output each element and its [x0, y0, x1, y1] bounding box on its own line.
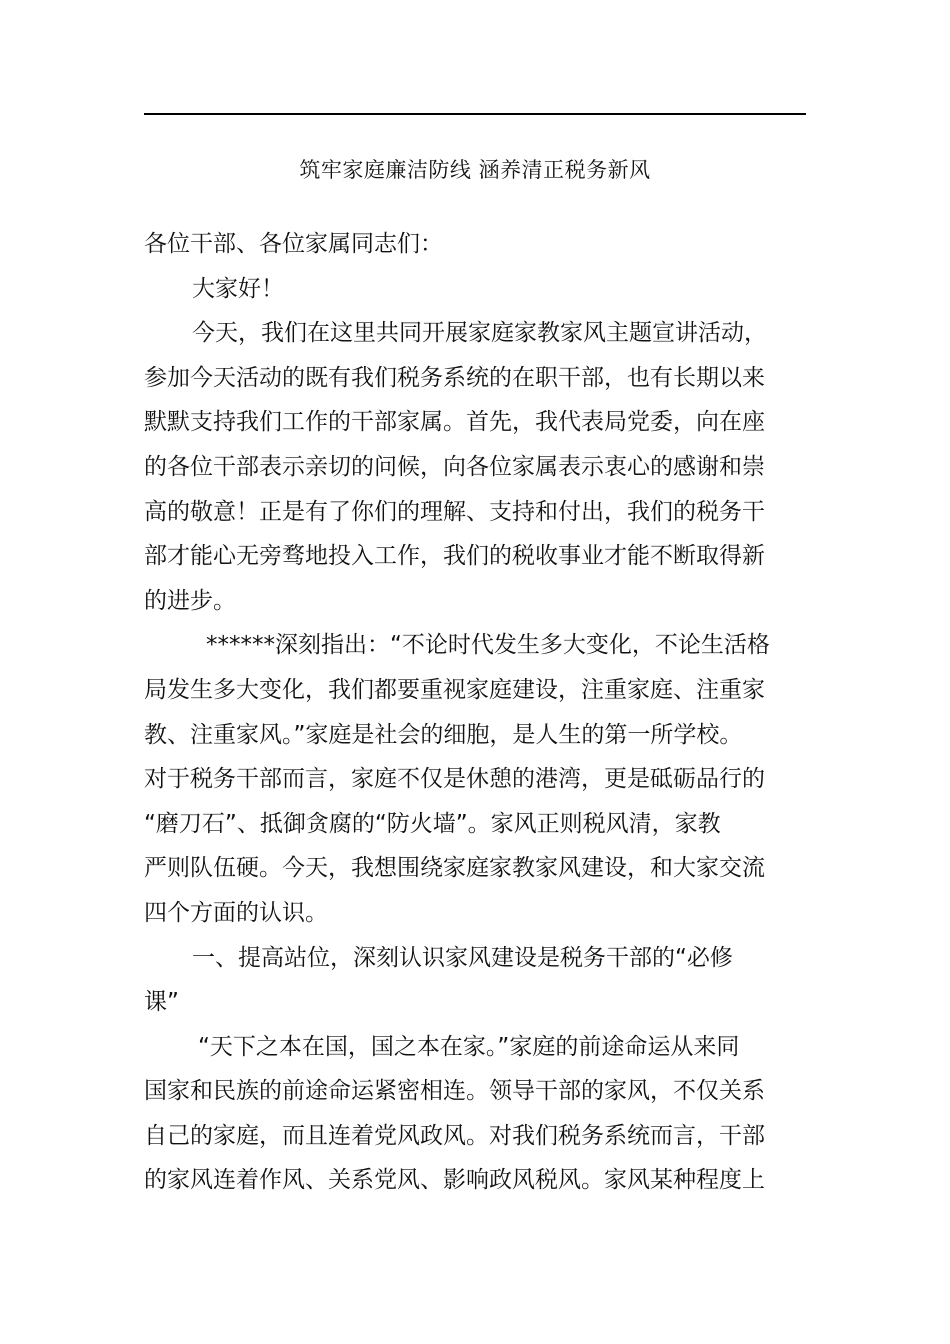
greeting: 大家好！ — [192, 275, 284, 302]
paragraph-line: 教、注重家风。”家庭是社会的细胞，是人生的第一所学校。 — [144, 721, 743, 748]
paragraph-line: ******深刻指出：“不论时代发生多大变化，不论生活格 — [206, 632, 770, 659]
paragraph-line: 参加今天活动的既有我们税务系统的在职干部，也有长期以来 — [144, 364, 765, 391]
header-rule — [144, 113, 806, 115]
paragraph-line: 四个方面的认识。 — [144, 899, 328, 926]
paragraph-line: “磨刀石”、抵御贪腐的“防火墙”。家风正则税风清，家教 — [144, 810, 721, 837]
paragraph-line: 的家风连着作风、关系党风、影响政风税风。家风某种程度上 — [144, 1167, 765, 1194]
document-body — [144, 222, 808, 1203]
salutation: 各位干部、各位家属同志们： — [144, 231, 443, 257]
paragraph-line: 的各位干部表示亲切的问候，向各位家属表示衷心的感谢和崇 — [144, 453, 765, 480]
paragraph-line: 今天，我们在这里共同开展家庭家教家风主题宣讲活动， — [192, 320, 767, 347]
paragraph-line: 默默支持我们工作的干部家属。首先，我代表局党委，向在座 — [144, 409, 765, 436]
paragraph-line: 高的敬意！正是有了你们的理解、支持和付出，我们的税务干 — [144, 498, 765, 525]
paragraph-line: 自己的家庭，而且连着党风政风。对我们税务系统而言，干部 — [144, 1122, 765, 1149]
paragraph-line: 对于税务干部而言，家庭不仅是休憩的港湾，更是砥砺品行的 — [144, 766, 765, 793]
paragraph-line: 部才能心无旁骛地投入工作，我们的税收事业才能不断取得新 — [144, 543, 765, 570]
paragraph-line: 的进步。 — [144, 587, 236, 614]
paragraph-line: 局发生多大变化，我们都要重视家庭建设，注重家庭、注重家 — [144, 676, 765, 703]
paragraph-line: 严则队伍硬。今天，我想围绕家庭家教家风建设，和大家交流 — [144, 855, 765, 882]
paragraph-line: “天下之本在国，国之本在家。”家庭的前途命运从来同 — [198, 1033, 740, 1060]
paragraph-line: 国家和民族的前途命运紧密相连。领导干部的家风，不仅关系 — [144, 1078, 765, 1105]
section-heading: 一、提高站位，深刻认识家风建设是税务干部的“必修 — [192, 944, 733, 971]
section-heading-continued: 课” — [144, 989, 179, 1016]
document-title: 筑牢家庭廉洁防线 涵养清正税务新风 — [299, 158, 651, 182]
